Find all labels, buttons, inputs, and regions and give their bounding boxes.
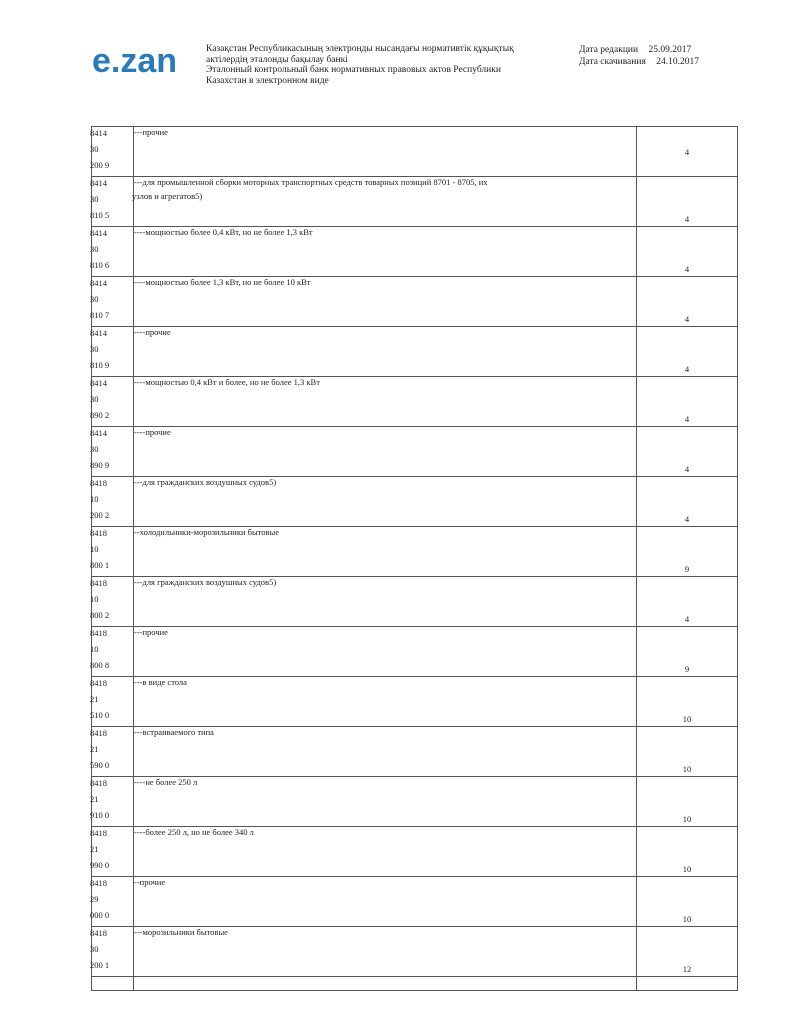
code-part: 8418 xyxy=(90,828,107,838)
download-date-value: 24.10.2017 xyxy=(656,57,699,67)
description-text: --холодильники-морозильники бытовые xyxy=(134,527,280,537)
description-text: ---для гражданских воздушных судов5) xyxy=(134,577,277,587)
code-part: 10 xyxy=(90,494,99,504)
code-part: 8418 xyxy=(90,578,107,588)
code-part: 800 1 xyxy=(90,560,110,570)
empty-row xyxy=(92,977,738,991)
duty-rate: 4 xyxy=(684,214,690,224)
code-cell xyxy=(92,727,134,777)
description-text: ---для гражданских воздушных судов5) xyxy=(134,477,277,487)
code-part: 800 2 xyxy=(90,610,110,620)
code-part: 810 6 xyxy=(90,260,110,270)
download-date-label: Дата скачивания xyxy=(579,57,646,67)
code-cell xyxy=(92,777,134,827)
duty-rate-cell xyxy=(637,877,738,927)
description-text: ---для промышленной сборки моторных транспортных средств товарных позиций 8701 - 8705, их xyxy=(134,177,488,187)
code-part: 30 xyxy=(90,344,99,354)
description-cell xyxy=(134,227,637,277)
table-row xyxy=(92,477,738,527)
table-row xyxy=(92,777,738,827)
description-cell xyxy=(134,277,637,327)
code-part: 10 xyxy=(90,594,99,604)
header-line: Эталонный контрольный банк нормативных правовых актов Республики xyxy=(206,65,501,75)
code-part: 000 0 xyxy=(90,910,110,920)
description-cell xyxy=(134,127,637,177)
table-row xyxy=(92,627,738,677)
description-cell xyxy=(134,177,637,227)
code-cell xyxy=(92,877,134,927)
code-part: 8414 xyxy=(90,178,107,188)
table-row xyxy=(92,827,738,877)
duty-rate: 4 xyxy=(684,614,690,624)
duty-rate-cell xyxy=(637,627,738,677)
table-row xyxy=(92,927,738,977)
code-cell xyxy=(92,577,134,627)
description-cell xyxy=(134,327,637,377)
description-text: ----мощностью 0,4 кВт и более, но не более 1,3 кВт xyxy=(134,377,320,387)
duty-rate-cell xyxy=(637,327,738,377)
empty-cell xyxy=(92,977,134,991)
code-part: 30 xyxy=(90,944,99,954)
header-line: актілердің эталонды бақылау банкі xyxy=(206,54,348,65)
code-part: 8418 xyxy=(90,528,107,538)
duty-rate-cell xyxy=(637,427,738,477)
code-part: 8414 xyxy=(90,378,107,388)
description-text-continued: узлов и агрегатов5) xyxy=(132,191,203,201)
code-part: 8418 xyxy=(90,478,107,488)
code-part: 21 xyxy=(90,844,99,854)
page-header xyxy=(0,0,791,100)
description-cell xyxy=(134,927,637,977)
duty-rate-cell xyxy=(637,377,738,427)
duty-rate: 4 xyxy=(684,414,690,424)
description-cell xyxy=(134,577,637,627)
table-row xyxy=(92,427,738,477)
code-part: 510 0 xyxy=(90,710,110,720)
table-row xyxy=(92,377,738,427)
description-cell xyxy=(134,427,637,477)
code-part: 890 2 xyxy=(90,410,110,420)
description-text: --прочие xyxy=(134,877,166,887)
empty-cell xyxy=(637,977,738,991)
description-text: ----более 250 л, но не более 340 л xyxy=(134,827,254,837)
code-part: 10 xyxy=(90,544,99,554)
ezan-logo: e.zan xyxy=(92,42,178,80)
description-cell xyxy=(134,377,637,427)
header-line: Казахстан в электронном виде xyxy=(206,75,329,86)
table-row xyxy=(92,577,738,627)
duty-rate: 12 xyxy=(682,964,692,974)
code-part: 910 0 xyxy=(90,810,110,820)
code-cell xyxy=(92,377,134,427)
edition-date-label: Дата редакции xyxy=(579,45,639,55)
description-cell xyxy=(134,627,637,677)
header-line: Казақстан Республикасының электронды нысандағы нормативтік құқықтық xyxy=(206,44,514,54)
code-cell xyxy=(92,627,134,677)
code-part: 810 7 xyxy=(90,310,110,320)
code-cell xyxy=(92,827,134,877)
description-cell xyxy=(134,877,637,927)
code-cell xyxy=(92,327,134,377)
duty-rate: 10 xyxy=(682,864,692,874)
code-part: 30 xyxy=(90,144,99,154)
description-cell xyxy=(134,777,637,827)
code-part: 890 9 xyxy=(90,460,110,470)
description-text: ----мощностью более 1,3 кВт, но не более 10 кВт xyxy=(134,277,311,287)
download-date xyxy=(579,56,699,68)
description-text: ---в виде стола xyxy=(134,677,187,687)
code-part: 200 9 xyxy=(90,160,110,170)
table-row xyxy=(92,877,738,927)
code-part: 810 5 xyxy=(90,210,110,220)
code-part: 29 xyxy=(90,894,99,904)
description-text: ---прочие xyxy=(134,127,168,137)
code-part: 590 0 xyxy=(90,760,110,770)
duty-rate: 4 xyxy=(684,464,690,474)
duty-rate: 9 xyxy=(684,564,690,574)
edition-date-value: 25.09.2017 xyxy=(648,45,692,55)
duty-rate-cell xyxy=(637,927,738,977)
description-text: ----мощностью более 0,4 кВт, но не более 1,3 кВт xyxy=(134,227,313,237)
code-part: 8418 xyxy=(90,778,107,788)
code-part: 200 2 xyxy=(90,510,110,520)
table-row xyxy=(92,227,738,277)
empty-cell xyxy=(134,977,637,991)
table-row xyxy=(92,677,738,727)
code-part: 200 1 xyxy=(90,960,110,970)
duty-rate-cell xyxy=(637,777,738,827)
duty-rate-cell xyxy=(637,527,738,577)
duty-rate-cell xyxy=(637,127,738,177)
code-part: 990 0 xyxy=(90,860,110,870)
header-meta xyxy=(579,44,699,68)
code-part: 21 xyxy=(90,694,99,704)
code-cell xyxy=(92,477,134,527)
duty-rate-cell xyxy=(637,727,738,777)
description-text: ---морозильники бытовые xyxy=(134,927,228,937)
duty-rate-cell xyxy=(637,277,738,327)
code-part: 30 xyxy=(90,294,99,304)
description-cell xyxy=(134,727,637,777)
duty-rate-cell xyxy=(637,227,738,277)
duty-rate: 10 xyxy=(682,764,692,774)
code-part: 30 xyxy=(90,244,99,254)
code-part: 8414 xyxy=(90,278,107,288)
code-part: 10 xyxy=(90,644,99,654)
table-row xyxy=(92,527,738,577)
description-text: ----не более 250 л xyxy=(134,777,198,787)
description-text: ----прочие xyxy=(134,427,171,437)
duty-rate-cell xyxy=(637,827,738,877)
duty-rate: 10 xyxy=(682,814,692,824)
tariff-table xyxy=(91,126,738,991)
description-text: ---встраиваемого типа xyxy=(134,727,214,737)
description-cell xyxy=(134,677,637,727)
duty-rate-cell xyxy=(637,177,738,227)
code-cell xyxy=(92,927,134,977)
duty-rate: 10 xyxy=(682,914,692,924)
code-part: 21 xyxy=(90,794,99,804)
duty-rate-cell xyxy=(637,577,738,627)
code-part: 30 xyxy=(90,194,99,204)
table-row xyxy=(92,277,738,327)
code-part: 8414 xyxy=(90,228,107,238)
duty-rate-cell xyxy=(637,477,738,527)
code-part: 8418 xyxy=(90,878,107,888)
code-part: 30 xyxy=(90,444,99,454)
table-row xyxy=(92,177,738,227)
code-cell xyxy=(92,277,134,327)
duty-rate: 4 xyxy=(684,147,690,157)
code-part: 8418 xyxy=(90,928,107,938)
duty-rate: 9 xyxy=(684,664,690,674)
code-part: 30 xyxy=(90,394,99,404)
duty-rate-cell xyxy=(637,677,738,727)
code-part: 21 xyxy=(90,744,99,754)
edition-date xyxy=(579,44,699,56)
code-part: 8414 xyxy=(90,428,107,438)
duty-rate: 4 xyxy=(684,364,690,374)
duty-rate: 10 xyxy=(682,714,692,724)
code-part: 8418 xyxy=(90,628,107,638)
code-cell xyxy=(92,227,134,277)
code-cell xyxy=(92,427,134,477)
table-row xyxy=(92,727,738,777)
table-row xyxy=(92,127,738,177)
description-cell xyxy=(134,827,637,877)
duty-rate: 4 xyxy=(684,264,690,274)
header-title xyxy=(206,44,566,86)
code-part: 8418 xyxy=(90,678,107,688)
code-cell xyxy=(92,177,134,227)
code-part: 8414 xyxy=(90,128,107,138)
code-cell xyxy=(92,127,134,177)
description-cell xyxy=(134,527,637,577)
code-part: 8418 xyxy=(90,728,107,738)
code-part: 800 8 xyxy=(90,660,110,670)
table-row xyxy=(92,327,738,377)
code-part: 8414 xyxy=(90,328,107,338)
code-part: 810 9 xyxy=(90,360,110,370)
description-cell xyxy=(134,477,637,527)
duty-rate: 4 xyxy=(684,514,690,524)
code-cell xyxy=(92,527,134,577)
code-cell xyxy=(92,677,134,727)
description-text: ----прочие xyxy=(134,327,171,337)
description-text: ---прочие xyxy=(134,627,168,637)
duty-rate: 4 xyxy=(684,314,690,324)
